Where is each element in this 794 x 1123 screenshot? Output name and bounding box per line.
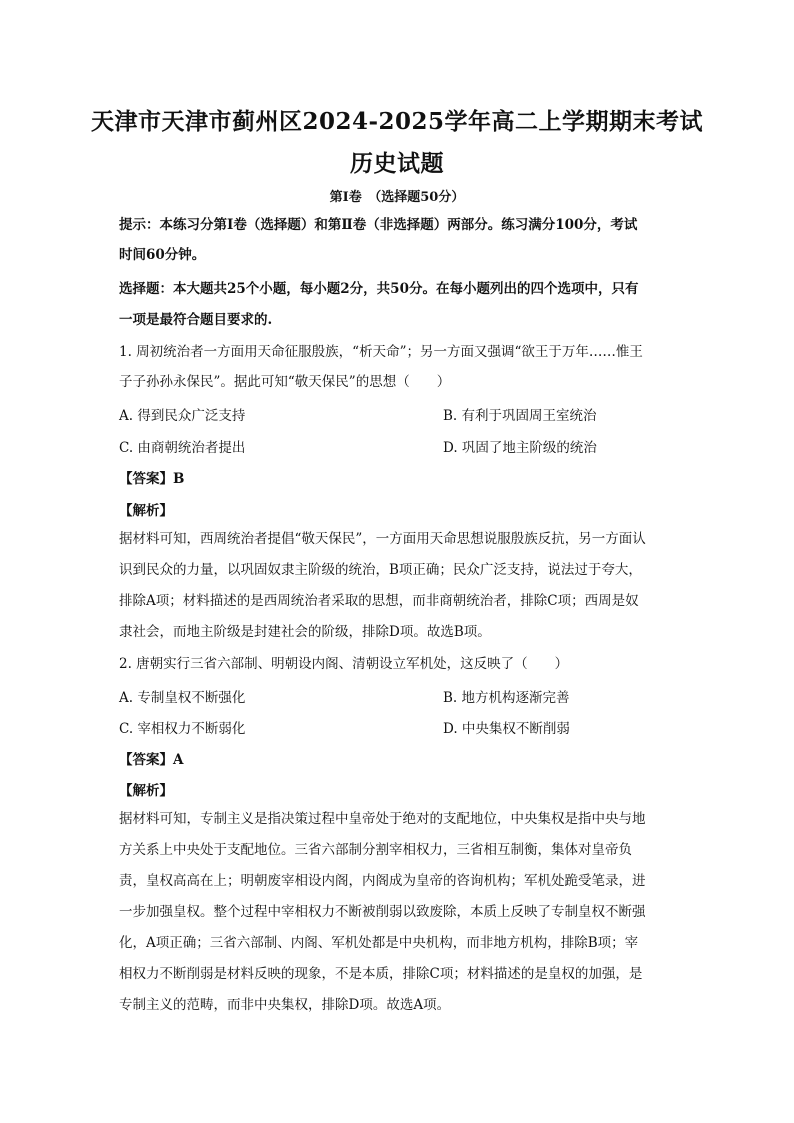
analysis-label: 【解析】 <box>119 783 173 799</box>
exam-title: 天津市天津市蓟州区2024-2025学年高二上学期期末考试 <box>90 108 704 135</box>
instructions-line-1: 选择题：本大题共25个小题，每小题2分，共50分。在每小题列出的四个选项中，只有 <box>119 281 639 297</box>
option-a: A. 专制皇权不断强化 <box>119 690 246 706</box>
instructions-line-2: 一项是最符合题目要求的. <box>119 312 273 328</box>
analysis-line: 识到民众的力量，以巩固奴隶主阶级的统治，B项正确；民众广泛支持，说法过于夸大， <box>119 562 642 578</box>
notice-line-1: 提示：本练习分第Ⅰ卷（选择题）和第Ⅱ卷（非选择题）两部分。练习满分100分，考试 <box>119 217 638 233</box>
analysis-line: 隶社会，而地主阶级是封建社会的阶级，排除D项。故选B项。 <box>119 624 491 640</box>
option-d: D. 巩固了地主阶级的统治 <box>443 440 597 456</box>
notice-line-2: 时间60分钟。 <box>119 247 206 263</box>
option-b: B. 地方机构逐渐完善 <box>443 690 570 706</box>
question-stem-line-1: 1. 周初统治者一方面用天命征服殷族，“析天命”；另一方面又强调“欲王于万年……惟王 <box>119 344 643 360</box>
option-c: C. 由商朝统治者提出 <box>119 440 246 456</box>
analysis-line: 相权力不断削弱是材料反映的现象，不是本质，排除C项；材料描述的是皇权的加强，是 <box>119 966 643 982</box>
section-heading: 第Ⅰ卷 （选择题50分） <box>329 190 465 205</box>
question-stem-line-1: 2. 唐朝实行三省六部制、明朝设内阁、清朝设立军机处，这反映了（ ） <box>119 656 569 672</box>
analysis-line: 排除A项；材料描述的是西周统治者采取的思想，而非商朝统治者，排除C项；西周是奴 <box>119 593 639 609</box>
analysis-line: 专制主义的范畴，而非中央集权，排除D项。故选A项。 <box>119 997 451 1013</box>
analysis-line: 据材料可知，西周统治者提倡“敬天保民”，一方面用天命思想说服殷族反抗，另一方面认 <box>119 531 646 547</box>
option-a: A. 得到民众广泛支持 <box>119 408 246 424</box>
answer-label: 【答案】A <box>119 752 184 768</box>
analysis-line: 方关系上中央处于支配地位。三省六部制分割宰相权力，三省相互制衡，集体对皇帝负 <box>119 842 632 858</box>
analysis-line: 化，A项正确；三省六部制、内阁、军机处都是中央机构，而非地方机构，排除B项；宰 <box>119 935 639 951</box>
analysis-line: 一步加强皇权。整个过程中宰相权力不断被削弱以致废除，本质上反映了专制皇权不断强 <box>119 904 646 920</box>
option-c: C. 宰相权力不断弱化 <box>119 721 246 737</box>
analysis-line: 责，皇权高高在上；明朝废宰相设内阁，内阁成为皇帝的咨询机构；军机处跪受笔录，进 <box>119 873 646 889</box>
question-stem-line-2: 子子孙孙永保民”。据此可知“敬天保民”的思想（ ） <box>119 374 451 390</box>
exam-subject-title: 历史试题 <box>350 150 444 177</box>
option-d: D. 中央集权不断削弱 <box>443 721 570 737</box>
analysis-line: 据材料可知，专制主义是指决策过程中皇帝处于绝对的支配地位，中央集权是指中央与地 <box>119 811 646 827</box>
analysis-label: 【解析】 <box>119 503 173 519</box>
answer-label: 【答案】B <box>119 471 185 487</box>
option-b: B. 有利于巩固周王室统治 <box>443 408 597 424</box>
